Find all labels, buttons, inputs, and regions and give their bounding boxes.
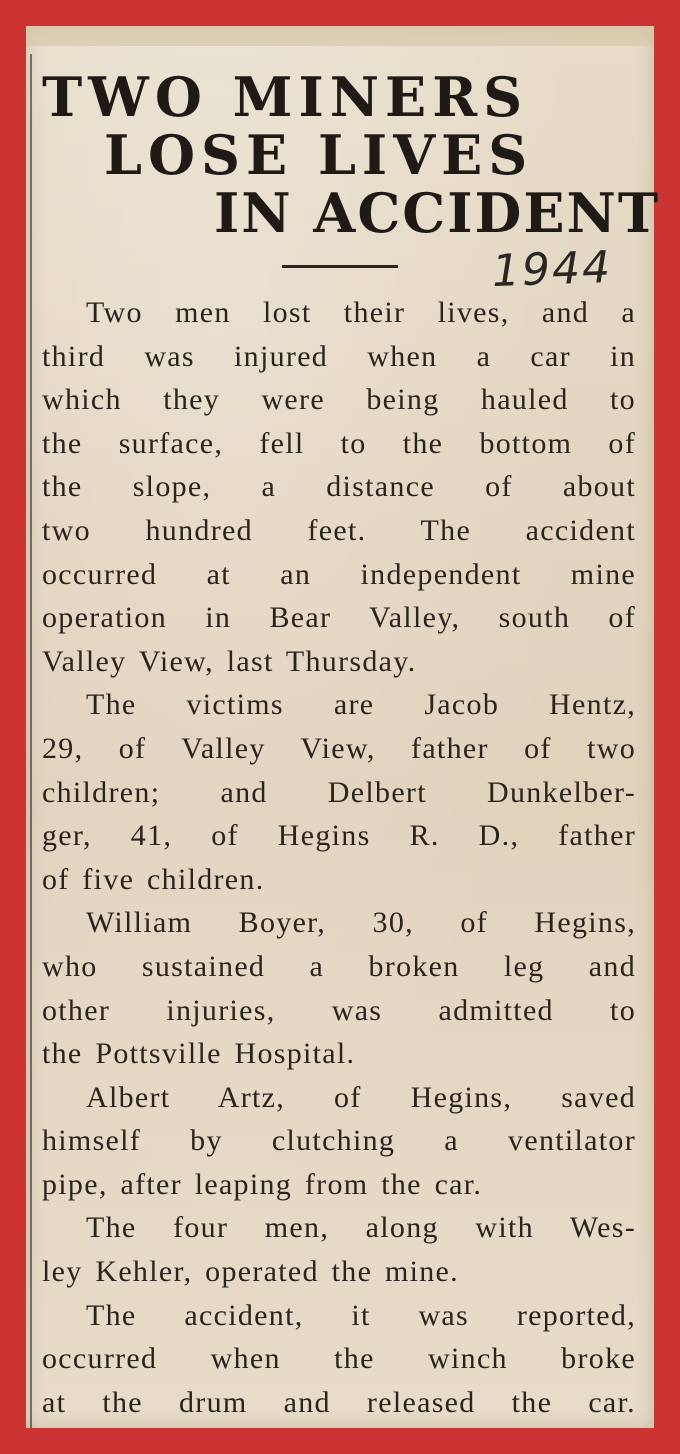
- headline-divider: [282, 265, 398, 268]
- text-line: at the drum and released the car.: [42, 1385, 636, 1419]
- text-line: ger, 41, of Hegins R. D., father: [42, 819, 636, 853]
- text-line: third was injured when a car in: [42, 339, 636, 373]
- text-line: other injuries, was admitted to: [42, 993, 636, 1027]
- article-paragraph: [42, 1206, 636, 1293]
- text-line: The victims are Jacob Hentz,: [86, 688, 636, 722]
- text-line: The four men, along with Wes-: [86, 1211, 636, 1245]
- text-line: two hundred feet. The accident: [42, 513, 636, 547]
- article-body: [42, 291, 636, 1424]
- text-line: himself by clutching a ventilator: [42, 1124, 636, 1158]
- headline-line-1: TWO MINERS: [42, 65, 529, 129]
- text-line: pipe, after leaping from the car.: [42, 1167, 483, 1201]
- text-line: who sustained a broken leg and: [42, 949, 636, 983]
- handwritten-year: 1944: [491, 241, 613, 298]
- text-line: occurred when the winch broke: [42, 1342, 636, 1376]
- article-paragraph: [42, 901, 636, 1075]
- text-line: The accident, it was reported,: [86, 1298, 636, 1332]
- newspaper-clipping: [26, 26, 661, 1428]
- article-paragraph: [42, 1076, 636, 1207]
- text-line: the slope, a distance of about: [42, 470, 636, 504]
- text-line: the Pottsville Hospital.: [42, 1037, 356, 1071]
- text-line: children; and Delbert Dunkelber-: [42, 775, 636, 809]
- article-paragraph: [42, 291, 636, 683]
- headline-line-2: LOSE LIVES: [104, 123, 534, 187]
- clipping-top-edge: [26, 26, 654, 46]
- text-line: the surface, fell to the bottom of: [42, 426, 636, 460]
- headline-line-3: IN ACCIDENT: [214, 181, 661, 245]
- text-line: 29, of Valley View, father of two: [42, 731, 636, 765]
- text-line: of five children.: [42, 862, 265, 896]
- text-line: Albert Artz, of Hegins, saved: [86, 1080, 636, 1114]
- article-paragraph: [42, 1294, 636, 1425]
- text-line: Valley View, last Thursday.: [42, 644, 417, 678]
- text-line: Two men lost their lives, and a: [86, 296, 636, 329]
- text-line: which they were being hauled to: [42, 383, 636, 417]
- text-line: William Boyer, 30, of Hegins,: [86, 906, 636, 940]
- article-paragraph: [42, 683, 636, 901]
- text-line: operation in Bear Valley, south of: [42, 601, 636, 635]
- headline: [42, 65, 661, 245]
- text-line: occurred at an independent mine: [42, 557, 636, 591]
- text-line: ley Kehler, operated the mine.: [42, 1255, 459, 1289]
- column-rule: [30, 54, 32, 1428]
